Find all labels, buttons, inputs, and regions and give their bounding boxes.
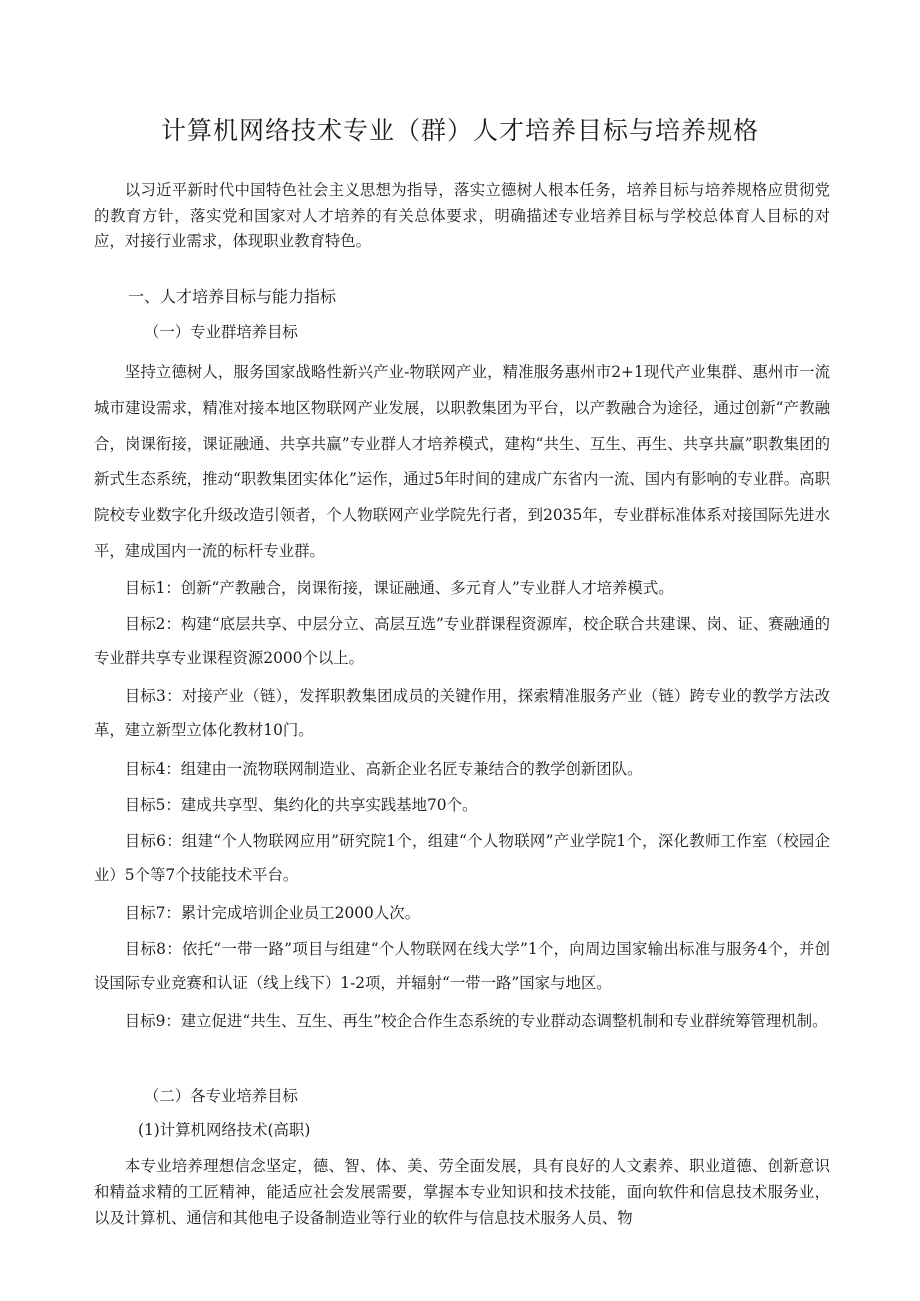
subsection-1-paragraph: 坚持立德树人，服务国家战略性新兴产业-物联网产业，精准服务惠州市2+1现代产业集群、惠州市一流城市建设需求，精准对接本地区物联网产业发展，以职教集团为平台，以产教融合为途径，通过创新“产教融合，岗课衔接，课证融通、共享共赢”专业群人才培养模式，建构“共生、互生、再生、共享共赢”职教集团的新式生态系统，推动“职教集团实体化”运作，通过5年时间的建成广东省内一流、国内有影响的专业群。高职院校专业数字化升级改造引领者，个人物联网产业学院先行者，到2035年，专业群标准体系对接国际先进水平，建成国内一流的标杆专业群。: [94, 363, 830, 560]
section-heading-1: 一、人才培养目标与能力指标: [128, 287, 337, 306]
intro-paragraph: 以习近平新时代中国特色社会主义思想为指导，落实立德树人根本任务，培养目标与培养规格应贯彻党的教育方针，落实党和国家对人才培养的有关总体要求，明确描述专业培养目标与学校总体育人目标的对应，对接行业需求，体现职业教育特色。: [94, 181, 830, 250]
goal-item: 目标9：建立促进“共生、互生、再生”校企合作生态系统的专业群动态调整机制和专业群统筹管理机制。: [124, 1012, 828, 1030]
subsection-heading-1: （一）专业群培养目标: [144, 323, 298, 341]
goal-item: 目标7：累计完成培训企业员工2000人次。: [124, 904, 421, 922]
document-title: 计算机网络技术专业（群）人才培养目标与培养规格: [160, 116, 759, 145]
goal-item: 目标3：对接产业（链），发挥职教集团成员的关键作用，探索精准服务产业（链）跨专业的教学方法改革，建立新型立体化教材10门。: [94, 687, 830, 739]
goal-item: 目标1：创新“产教融合，岗课衔接，课证融通、多元育人”专业群人才培养模式。: [124, 579, 674, 597]
subsection-2-paragraph: 本专业培养理想信念坚定，德、智、体、美、劳全面发展，具有良好的人文素养、职业道德、创新意识和精益求精的工匠精神，能适应社会发展需要，掌握本专业知识和技术技能，面向软件和信息技术服务业，以及计算机、通信和其他电子设备制造业等行业的软件与信息技术服务人员、物: [94, 1157, 830, 1227]
goal-item: 目标6：组建“个人物联网应用”研究院1个，组建“个人物联网”产业学院1个，深化教师工作室（校园企业）5个等7个技能技术平台。: [94, 832, 830, 884]
goal-item: 目标5：建成共享型、集约化的共享实践基地70个。: [124, 796, 478, 814]
goal-item: 目标4：组建由一流物联网制造业、高新企业名匠专兼结合的教学创新团队。: [124, 760, 643, 778]
goal-item: 目标8：依托“一带一路”项目与组建“个人物联网在线大学”1个，向周边国家输出标准与服务4个，并创设国际专业竞赛和认证（线上线下）1-2项，并辐射“一带一路”国家与地区。: [94, 940, 830, 992]
subsection-2-item-heading: (1)计算机网络技术(高职): [138, 1121, 311, 1139]
subsection-heading-2: （二）各专业培养目标: [144, 1087, 298, 1105]
goal-item: 目标2：构建“底层共享、中层分立、高层互选”专业群课程资源库，校企联合共建课、岗、证、赛融通的专业群共享专业课程资源2000个以上。: [94, 615, 830, 667]
